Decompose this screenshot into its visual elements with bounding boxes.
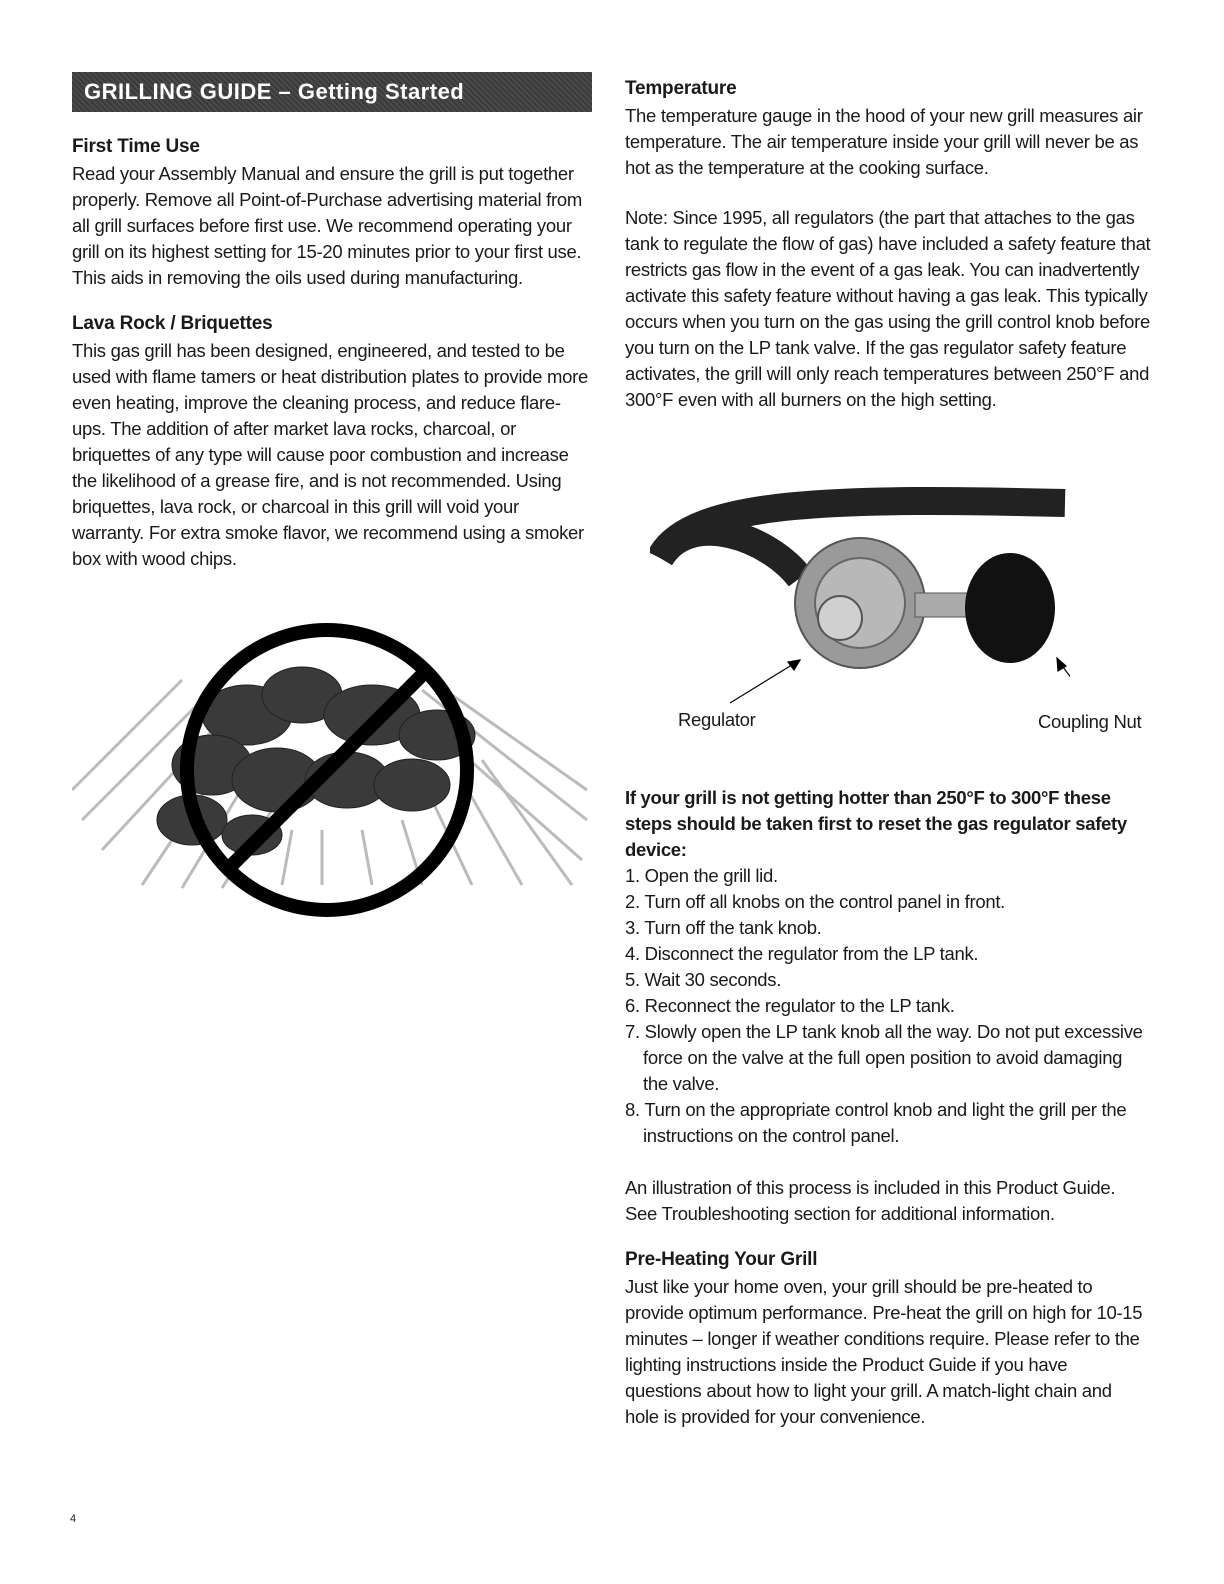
regulator-photo [650, 478, 1070, 708]
temperature-body: The temperature gauge in the hood of your new grill measures air temperature. The air temperature inside your grill will never be as hot as the temperature at the cooking surface. [625, 105, 1143, 178]
first-time-body: Read your Assembly Manual and ensure the grill is put together properly. Remove all Point-of-Purchase advertising material from all grill surfaces before first use. We recommend operating your grill on its highest setting for 15-20 minutes prior to your first use. This aids in removing the oils used during manufacturing. [72, 163, 582, 288]
list-item: 1. Open the grill lid. [625, 865, 778, 886]
reset-section [625, 785, 1145, 1430]
coupling-nut-label: Coupling Nut [1038, 711, 1142, 732]
first-time-heading: First Time Use [72, 136, 200, 157]
first-time-section [72, 136, 592, 291]
reset-outro: An illustration of this process is included in this Product Guide. See Troubleshooting section for additional information. [625, 1177, 1116, 1224]
temperature-section [625, 78, 1160, 413]
coupling-nut [965, 553, 1055, 663]
reset-intro: If your grill is not getting hotter than 250°F to 300°F these steps should be taken first to reset the gas regulator safety device: [625, 787, 1127, 860]
right-column [625, 78, 1160, 413]
list-item: 7. Slowly open the LP tank knob all the way. Do not put excessive force on the valve at the full open position to avoid damaging the valve. [625, 1021, 1143, 1094]
lava-heading: Lava Rock / Briquettes [72, 313, 273, 334]
no-lava-rock-illustration [72, 620, 592, 920]
list-item: 5. Wait 30 seconds. [625, 969, 782, 990]
list-item: 2. Turn off all knobs on the control panel in front. [625, 891, 1006, 912]
section-banner: GRILLING GUIDE – Getting Started [72, 72, 592, 112]
list-item: 8. Turn on the appropriate control knob and light the grill per the instructions on the control panel. [625, 1099, 1127, 1146]
regulator-note: Note: Since 1995, all regulators (the part that attaches to the gas tank to regulate the flow of gas) have included a safety feature that restricts gas flow in the event of a gas leak. You can inadvertently activate this safety feature without having a gas leak. This typically occurs when you turn on the gas using the grill control knob before you turn on the LP tank valve. If the gas regulator safety feature activates, the grill will only reach temperatures between 250°F and 300°F even with all burners on the high setting. [625, 207, 1151, 410]
preheat-body: Just like your home oven, your grill should be pre-heated to provide optimum performance. Pre-heat the grill on high for 10-15 minutes – longer if weather conditions require. Please refer to the lighting instructions inside the Product Guide if you have questions about how to light your grill. A match-light chain and hole is provided for your convenience. [625, 1276, 1143, 1427]
list-item: 4. Disconnect the regulator from the LP tank. [625, 943, 979, 964]
list-item: 6. Reconnect the regulator to the LP tank. [625, 995, 955, 1016]
lava-section [72, 313, 592, 572]
lava-body: This gas grill has been designed, engineered, and tested to be used with flame tamers or heat distribution plates to provide more even heating, improve the cleaning process, and reduce flare-ups. The addition of after market lava rocks, charcoal, or briquettes of any type will cause poor combustion and increase the likelihood of a grease fire, and is not recommended. Using briquettes, lava rock, or charcoal in this grill will void your warranty. For extra smoke flavor, we recommend using a smoker box with wood chips. [72, 340, 588, 569]
reset-steps [625, 863, 1145, 1149]
left-column [72, 72, 592, 572]
temperature-heading: Temperature [625, 78, 737, 99]
regulator-label: Regulator [678, 709, 756, 730]
page-number: 4 [70, 1513, 77, 1525]
callout-arrows [730, 658, 1070, 703]
preheat-section [625, 1249, 1145, 1430]
list-item: 3. Turn off the tank knob. [625, 917, 822, 938]
preheat-heading: Pre-Heating Your Grill [625, 1249, 818, 1270]
